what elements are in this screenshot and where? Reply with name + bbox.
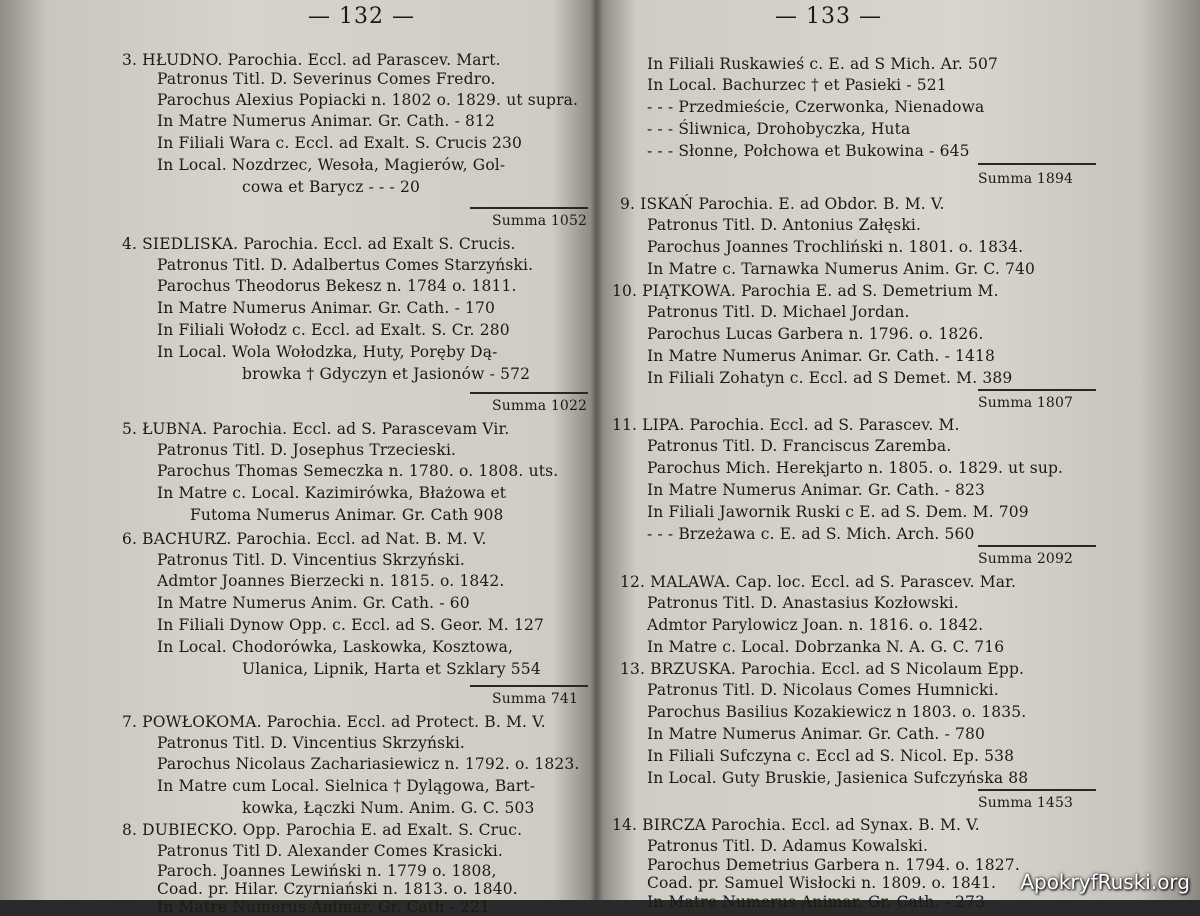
entry-line: In Filiali Dynow Opp. c. Eccl. ad S. Geor. M. 127 bbox=[157, 616, 544, 634]
summa-line: Summa 1022 bbox=[492, 398, 588, 414]
entry-line: In Matre Numerus Animar. Gr. Cath - 221 bbox=[157, 898, 490, 916]
entry-line: In Filiali Wara c. Eccl. ad Exalt. S. Crucis 230 bbox=[157, 134, 523, 152]
entry-line: Ulanica, Lipnik, Harta et Szklary 554 bbox=[242, 660, 541, 678]
summa-line: Summa 1453 bbox=[978, 795, 1074, 811]
entry-line: 12. MALAWA. Cap. loc. Eccl. ad S. Parascev. Mar. bbox=[620, 573, 1017, 591]
entry-line: Coad. pr. Samuel Wisłocki n. 1809. o. 1841. bbox=[647, 874, 997, 892]
entry-line: Patronus Titl. D. Vincentius Skrzyński. bbox=[157, 551, 466, 569]
entry-line: Patronus Titl. D. Adalbertus Comes Starzyński. bbox=[157, 256, 534, 274]
entry-line: In Filiali Zohatyn c. Eccl. ad S Demet. M. 389 bbox=[647, 369, 1013, 387]
right-page bbox=[600, 0, 1200, 911]
sum-rule bbox=[470, 207, 588, 209]
entry-line: Parochus Nicolaus Zachariasiewicz n. 1792. o. 1823. bbox=[157, 755, 580, 773]
sum-rule bbox=[978, 389, 1096, 391]
entry-line: Admtor Parylowicz Joan. n. 1816. o. 1842. bbox=[647, 616, 984, 634]
entry-line: In Local. Nozdrzec, Wesoła, Magierów, Gol- bbox=[157, 156, 506, 174]
summa-line: Summa 2092 bbox=[978, 551, 1074, 567]
summa-line: Summa 1807 bbox=[978, 395, 1074, 411]
entry-line: Patronus Titl. D. Vincentius Skrzyński. bbox=[157, 734, 466, 752]
entry-line: Parochus Joannes Trochliński n. 1801. o. 1834. bbox=[647, 238, 1024, 256]
entry-line: cowa et Barycz - - - 20 bbox=[242, 178, 421, 196]
sum-rule bbox=[978, 789, 1096, 791]
entry-line: browka † Gdyczyn et Jasionów - 572 bbox=[242, 365, 531, 383]
entry-line: Patronus Titl. D. Severinus Comes Fredro. bbox=[157, 70, 496, 88]
entry-line: In Matre Numerus Animar. Gr. Cath. - 812 bbox=[157, 112, 496, 130]
summa-line: Summa 1894 bbox=[978, 171, 1074, 187]
entry-line: 11. LIPA. Parochia. Eccl. ad S. Parascev. M. bbox=[612, 416, 960, 434]
sum-rule bbox=[978, 163, 1096, 165]
page-number: — 132 — bbox=[308, 4, 415, 29]
entry-line: In Matre Numerus Animar. Gr. Cath. - 1418 bbox=[647, 347, 996, 365]
summa-line: Summa 1052 bbox=[492, 213, 588, 229]
page-number: — 133 — bbox=[775, 4, 882, 29]
entry-line: 13. BRZUSKA. Parochia. Eccl. ad S Nicolaum Epp. bbox=[620, 660, 1025, 678]
sum-rule bbox=[470, 685, 588, 687]
entry-line: 10. PIĄTKOWA. Parochia E. ad S. Demetrium M. bbox=[612, 282, 999, 300]
entry-line: Patronus Titl. D. Franciscus Zaremba. bbox=[647, 437, 952, 455]
left-page bbox=[0, 0, 595, 916]
entry-line: - - - Brzeżawa c. E. ad S. Mich. Arch. 560 bbox=[647, 525, 975, 543]
entry-line: In Filiali Jawornik Ruski c E. ad S. Dem. M. 709 bbox=[647, 503, 1029, 521]
entry-line: 4. SIEDLISKA. Parochia. Eccl. ad Exalt S. Crucis. bbox=[122, 235, 516, 253]
entry-line: In Matre c. Tarnawka Numerus Anim. Gr. C. 740 bbox=[647, 260, 1036, 278]
entry-line: - - - Śliwnica, Drohobyczka, Huta bbox=[647, 120, 911, 138]
entry-line: Parochus Lucas Garbera n. 1796. o. 1826. bbox=[647, 325, 984, 343]
entry-line: Parochus Theodorus Bekesz n. 1784 o. 1811. bbox=[157, 277, 517, 295]
entry-line: 8. DUBIECKO. Opp. Parochia E. ad Exalt. S. Cruc. bbox=[122, 821, 523, 839]
watermark: ApokryfRuski.org bbox=[1020, 870, 1190, 894]
entry-line: Patronus Titl. D. Josephus Trzecieski. bbox=[157, 441, 457, 459]
entry-line: - - - Słonne, Połchowa et Bukowina - 645 bbox=[647, 142, 970, 160]
entry-line: Patronus Titl. D. Adamus Kowalski. bbox=[647, 837, 929, 855]
entry-line: In Matre Numerus Animar. Gr. Cath. - 780 bbox=[647, 725, 986, 743]
entry-line: Parochus Thomas Semeczka n. 1780. o. 1808. uts. bbox=[157, 462, 559, 480]
entry-line: Parochus Demetrius Garbera n. 1794. o. 1827. bbox=[647, 856, 1020, 874]
entry-line: 14. BIRCZA Parochia. Eccl. ad Synax. B. M. V. bbox=[612, 816, 980, 834]
entry-line: In Matre c. Local. Dobrzanka N. A. G. C. 716 bbox=[647, 638, 1005, 656]
entry-line: In Local. Wola Wołodzka, Huty, Poręby Dą- bbox=[157, 343, 498, 361]
entry-line: In Local. Guty Bruskie, Jasienica Sufczyńska 88 bbox=[647, 769, 1029, 787]
entry-line: In Filiali Ruskawieś c. E. ad S Mich. Ar. 507 bbox=[647, 55, 999, 73]
entry-line: Patronus Titl. D. Michael Jordan. bbox=[647, 303, 910, 321]
entry-line: 5. ŁUBNA. Parochia. Eccl. ad S. Parascevam Vir. bbox=[122, 420, 510, 438]
entry-line: Paroch. Joannes Lewiński n. 1779 o. 1808, bbox=[157, 862, 497, 880]
entry-line: In Matre Numerus Anim. Gr. Cath. - 60 bbox=[157, 594, 470, 612]
entry-line: In Matre cum Local. Sielnica † Dylągowa, Bart- bbox=[157, 777, 536, 795]
entry-line: - - - Przedmieście, Czerwonka, Nienadowa bbox=[647, 98, 985, 116]
entry-line: In Matre Numerus Animar. Gr. Cath. - 170 bbox=[157, 299, 496, 317]
entry-line: Patronus Titl D. Alexander Comes Krasicki. bbox=[157, 842, 503, 860]
entry-line: In Filiali Sufczyna c. Eccl ad S. Nicol. Ep. 538 bbox=[647, 747, 1015, 765]
entry-line: In Local. Bachurzec † et Pasieki - 521 bbox=[647, 76, 947, 94]
entry-line: 6. BACHURZ. Parochia. Eccl. ad Nat. B. M. V. bbox=[122, 530, 487, 548]
entry-line: Coad. pr. Hilar. Czyrniański n. 1813. o. 1840. bbox=[157, 880, 518, 898]
entry-line: Patronus Titl. D. Nicolaus Comes Humnicki. bbox=[647, 681, 999, 699]
sum-rule bbox=[978, 545, 1096, 547]
entry-line: In Matre Numerus Animar. Gr. Cath. - 273 bbox=[647, 893, 986, 911]
entry-line: Futoma Numerus Animar. Gr. Cath 908 bbox=[190, 506, 504, 524]
entry-line: kowka, Łączki Num. Anim. G. C. 503 bbox=[242, 799, 535, 817]
entry-line: Patronus Titl. D. Antonius Załęski. bbox=[647, 216, 922, 234]
entry-line: 7. POWŁOKOMA. Parochia. Eccl. ad Protect. B. M. V. bbox=[122, 713, 546, 731]
entry-line: 3. HŁUDNO. Parochia. Eccl. ad Parascev. Mart. bbox=[122, 51, 501, 69]
entry-line: In Filiali Wołodz c. Eccl. ad Exalt. S. Cr. 280 bbox=[157, 321, 510, 339]
sum-rule bbox=[470, 392, 588, 394]
entry-line: Parochus Mich. Herekjarto n. 1805. o. 1829. ut sup. bbox=[647, 459, 1064, 477]
entry-line: In Local. Chodorówka, Laskowka, Kosztowa, bbox=[157, 638, 514, 656]
entry-line: 9. ISKAŃ Parochia. E. ad Obdor. B. M. V. bbox=[620, 195, 945, 213]
entry-line: In Matre c. Local. Kazimirówka, Błażowa et bbox=[157, 484, 507, 502]
entry-line: In Matre Numerus Animar. Gr. Cath. - 823 bbox=[647, 481, 986, 499]
entry-line: Patronus Titl. D. Anastasius Kozłowski. bbox=[647, 594, 959, 612]
entry-line: Admtor Joannes Bierzecki n. 1815. o. 1842. bbox=[157, 572, 505, 590]
summa-line: Summa 741 bbox=[492, 691, 579, 707]
entry-line: Parochus Alexius Popiacki n. 1802 o. 1829. ut supra. bbox=[157, 91, 579, 109]
entry-line: Parochus Basilius Kozakiewicz n 1803. o. 1835. bbox=[647, 703, 1027, 721]
